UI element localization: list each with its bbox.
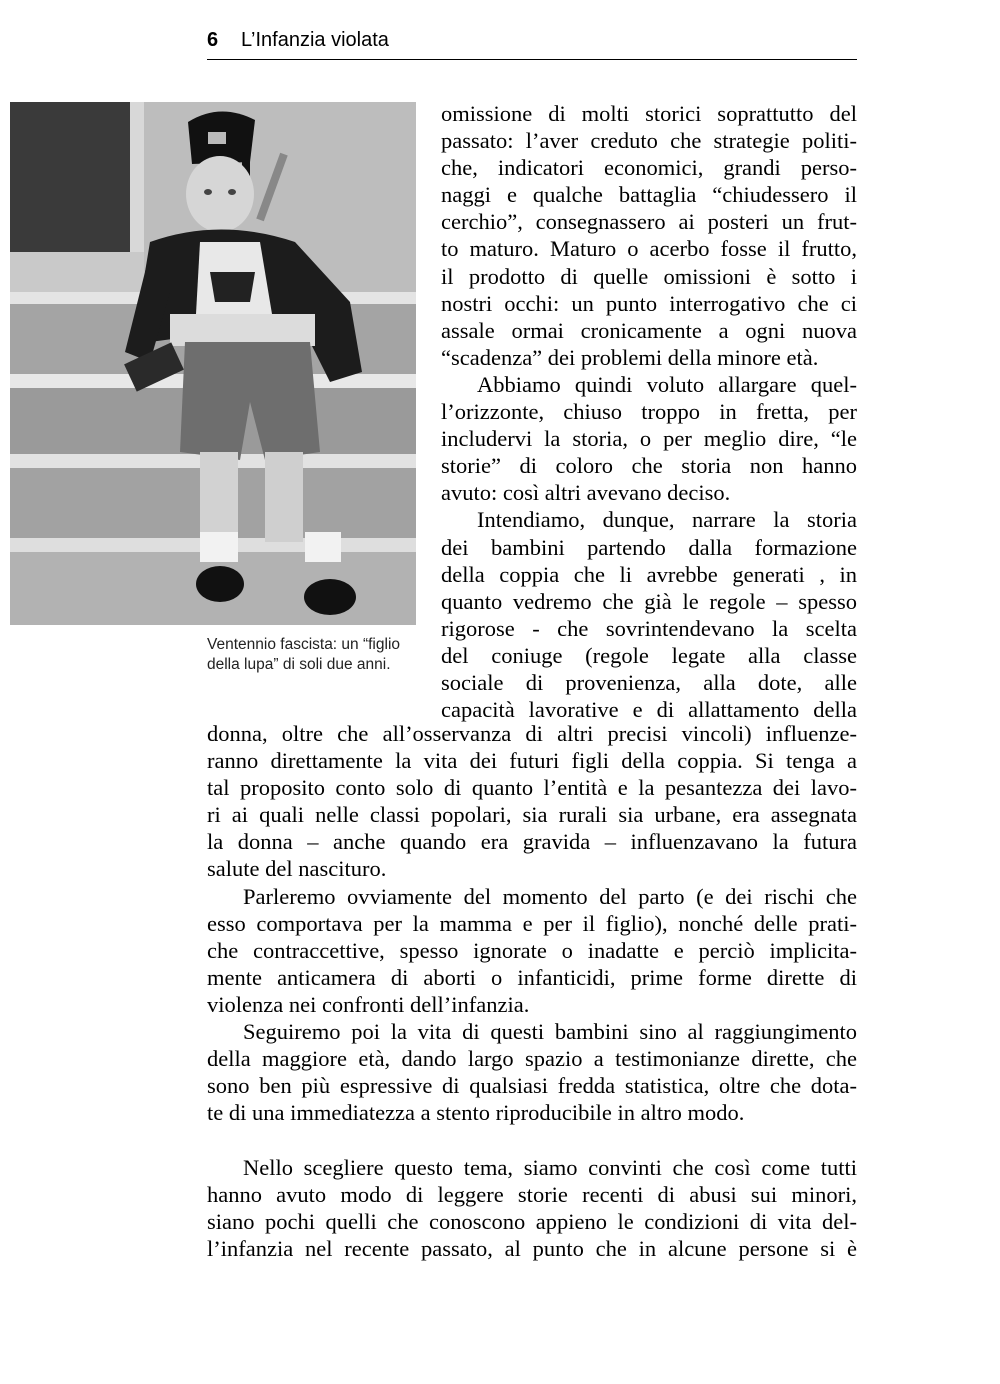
text-line: esso comportava per la mamma e per il figlio), nonché delle prati-: [207, 910, 857, 936]
text-block-final: [207, 1154, 857, 1262]
text-line: Seguiremo poi la vita di questi bambini sino al raggiungimento: [243, 1019, 857, 1045]
text-line: siano pochi quelli che conoscono appieno le condizioni di vita del-: [207, 1209, 857, 1235]
text-line: dei bambini partendo dalla formazione: [441, 534, 857, 560]
historical-photo: [10, 102, 416, 625]
text-line: hanno avuto modo di leggere storie recenti di abusi sui minori,: [207, 1182, 857, 1208]
text-line: la donna – anche quando era gravida – influenzavano la futura: [207, 829, 857, 855]
text-line: Parleremo ovviamente del momento del parto (e dei rischi che: [243, 883, 857, 909]
caption-line: Ventennio fascista: un “figlio: [207, 636, 401, 653]
text-line: nostri occhi: un punto interrogativo che ci: [441, 290, 857, 316]
running-header: [207, 27, 857, 60]
text-line: mente anticamera di aborti o infanticidi, prime forme dirette di: [207, 964, 857, 990]
text-line: che, indicatori economici, grandi perso-: [441, 155, 857, 181]
caption-line: della lupa” di soli due anni.: [207, 656, 391, 673]
text-line: “scadenza” dei problemi della minore età.: [441, 344, 819, 370]
figure-caption: [207, 635, 427, 675]
text-line: il prodotto di quelle omissioni è sotto i: [441, 263, 857, 289]
text-line: naggi e qualche battaglia “chiudessero il: [441, 182, 857, 208]
text-line: to maturo. Maturo o acerbo fosse il frutto,: [441, 236, 857, 262]
text-line: storie” di coloro che storia non hanno: [441, 453, 857, 479]
text-column-right: [441, 100, 857, 723]
text-line: sono ben più espressive di qualsiasi fredda statistica, oltre che dota-: [207, 1073, 857, 1099]
text-line: del coniuge (regole legate alla classe: [441, 642, 857, 668]
text-line: che contraccettive, spesso ignorate o inadatte e perciò implicita-: [207, 937, 857, 963]
text-line: ri ai quali nelle classi popolari, sia rurali sia urbane, era assegnata: [207, 802, 857, 828]
text-line: l’infanzia nel recente passato, al punto che in alcune persone si è: [207, 1236, 857, 1262]
text-line: includervi la storia, o per meglio dire, “le: [441, 426, 857, 452]
text-line: tal proposito conto solo di quanto l’entità e la pesantezza dei lavo-: [207, 775, 857, 801]
text-line: violenza nei confronti dell’infanzia.: [207, 991, 530, 1017]
text-line: quanto vedremo che già le regole – spesso: [441, 588, 857, 614]
text-block-full-width: [207, 720, 857, 1126]
text-line: della coppia che li avrebbe generati , in: [441, 561, 857, 587]
text-line: assale ormai cronicamente a ogni nuova: [441, 317, 857, 343]
text-line: avuto: così altri avevano deciso.: [441, 480, 731, 506]
text-line: della maggiore età, dando largo spazio a testimonianze dirette, che: [207, 1046, 857, 1072]
running-title: L’Infanzia violata: [241, 29, 389, 51]
text-line: rigorose - che sovrintendevano la scelta: [441, 615, 857, 641]
text-line: l’orizzonte, chiuso troppo in fretta, per: [441, 399, 857, 425]
text-line: cerchio”, consegnassero ai posteri un frut-: [441, 209, 857, 235]
text-line: Nello scegliere questo tema, siamo convinti che così come tutti: [243, 1155, 857, 1180]
photo-child-in-fascist-uniform-icon: [10, 102, 416, 625]
text-line: donna, oltre che all’osservanza di altri precisi vincoli) influenze-: [207, 721, 857, 746]
text-line: sociale di provenienza, alla dote, alle: [441, 669, 857, 695]
text-line: Abbiamo quindi voluto allargare quel-: [477, 371, 857, 397]
page-number: 6: [207, 29, 219, 51]
text-line: capacità lavorative e di allattamento della: [441, 697, 857, 723]
text-line: passato: l’aver creduto che strategie politi-: [441, 128, 857, 154]
text-line: Intendiamo, dunque, narrare la storia: [477, 507, 857, 533]
text-line: ranno direttamente la vita dei futuri figli della coppia. Si tenga a: [207, 748, 857, 774]
text-line: te di una immediatezza a stento riproducibile in altro modo.: [207, 1100, 745, 1126]
text-line: omissione di molti storici soprattutto del: [441, 101, 857, 126]
text-line: salute del nascituro.: [207, 856, 387, 882]
